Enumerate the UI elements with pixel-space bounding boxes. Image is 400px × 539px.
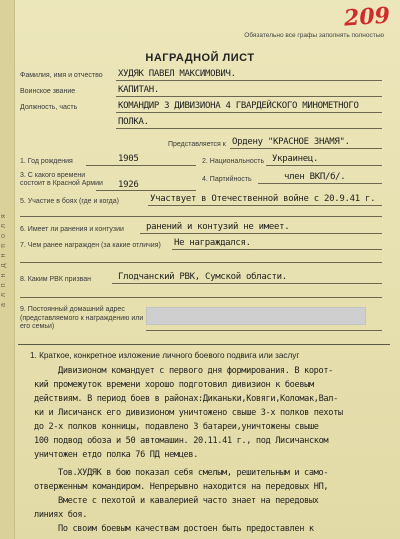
redacted-address <box>146 307 366 325</box>
service-since-underline <box>96 190 196 191</box>
name-label: Фамилия, имя и отчество <box>20 72 103 79</box>
nationality-underline <box>266 165 382 166</box>
rank-value: КАПИТАН. <box>118 85 159 95</box>
birth-year-value: 1905 <box>118 154 139 164</box>
wounds-label: 6. Имеет ли ранения и контузии <box>20 226 124 233</box>
battles-value: Участвует в Отечественной войне с 20.9.41 г. <box>150 194 376 204</box>
nationality-value: Украинец. <box>272 154 319 164</box>
home-address-underline <box>146 330 382 331</box>
body-line: отверженным командиром. Непрерывно находится на передовых НП, <box>34 482 329 492</box>
service-since-value: 1926 <box>118 180 139 190</box>
side-margin-label: а л п н д н п о л я <box>0 212 7 308</box>
feat-section-heading: 1. Краткое, конкретное изложение личного боевого подвига или заслуг <box>30 351 300 360</box>
battles-label: 5. Участие в боях (где и когда) <box>20 198 119 205</box>
birth-year-label: 1. Год рождения <box>20 158 73 165</box>
prior-awards-underline-2 <box>20 262 382 263</box>
nomination-underline <box>230 148 382 149</box>
nationality-label: 2. Национальность <box>202 158 265 165</box>
body-line: до 2-х полков конницы, подавлено 3 батареи,уничтожены свыше <box>34 422 319 432</box>
document-title: НАГРАДНОЙ ЛИСТ <box>145 52 255 64</box>
body-line: действиям. В период боев в районах:Диканьки,Ковяги,Коломак,Вал- <box>34 394 338 404</box>
prior-awards-underline <box>172 249 382 250</box>
section-divider <box>18 344 390 345</box>
name-underline <box>116 80 382 81</box>
battles-underline-2 <box>20 216 382 217</box>
draft-office-underline-2 <box>20 297 382 298</box>
body-line: ки и Лисичанск его дивизионом уничтожено свыше 3-х полков пехоты <box>34 408 343 418</box>
body-line: По своим боевым качествам достоен быть предоставлен к <box>58 524 314 534</box>
service-since-label: 3. С какого времени состоит в Красной Армии <box>20 172 103 187</box>
wounds-value: ранений и контузий не имеет. <box>146 222 290 232</box>
body-line: Вместе с пехотой и кавалерией часто знает на передовых <box>58 496 319 506</box>
position-label: Должность, часть <box>20 104 78 111</box>
home-address-label: 9. Постоянный домашний адрес (представляемого к награждению или его семьи) <box>20 306 144 330</box>
party-label: 4. Партийность <box>202 176 252 183</box>
body-line: кий промежуток времени хорошо подготовил дивизион к боевым <box>34 380 314 390</box>
obligatory-note: Обязательно все графы заполнять полностью <box>244 32 384 39</box>
body-line: Тов.ХУДЯК в бою показал себя смелым, решительным и само- <box>58 468 329 478</box>
battles-underline <box>148 205 382 206</box>
draft-office-underline <box>112 283 382 284</box>
archive-page-number: 209 <box>343 2 391 32</box>
draft-office-label: 8. Каким РВК призван <box>20 276 92 283</box>
rank-underline <box>116 96 382 97</box>
position-underline <box>116 112 382 113</box>
birth-year-underline <box>86 165 196 166</box>
name-value: ХУДЯК ПАВЕЛ МАКСИМОВИЧ. <box>118 69 236 79</box>
nomination-label: Представляется к <box>168 141 226 148</box>
draft-office-value: Глодчанский РВК, Сумской области. <box>118 272 287 282</box>
body-line: линиях боя. <box>34 510 88 520</box>
prior-awards-value: Не награждался. <box>174 238 251 248</box>
position-underline-2 <box>116 128 382 129</box>
prior-awards-label: 7. Чем ранее награжден (за какие отличия) <box>20 242 161 249</box>
wounds-underline <box>140 233 382 234</box>
body-line: уничтожен етдо полка 76 ПД немцев. <box>34 450 199 460</box>
position-value: КОМАНДИР 3 ДИВИЗИОНА 4 ГВАРДЕЙСКОГО МИНОМЕТНОГО <box>118 101 359 111</box>
party-underline <box>258 183 382 184</box>
rank-label: Воинское звание <box>20 88 76 95</box>
nomination-value: Ордену "КРАСНОЕ ЗНАМЯ". <box>232 137 350 147</box>
party-value: член ВКП/б/. <box>284 172 346 182</box>
body-line: Дивизионом командует с первого дня формирования. В корот- <box>58 366 333 376</box>
body-line: 100 подвод обоза и 50 автомашин. 20.11.41 г., под Лисичанском <box>34 436 329 446</box>
position-value-cont: ПОЛКА. <box>118 117 149 127</box>
